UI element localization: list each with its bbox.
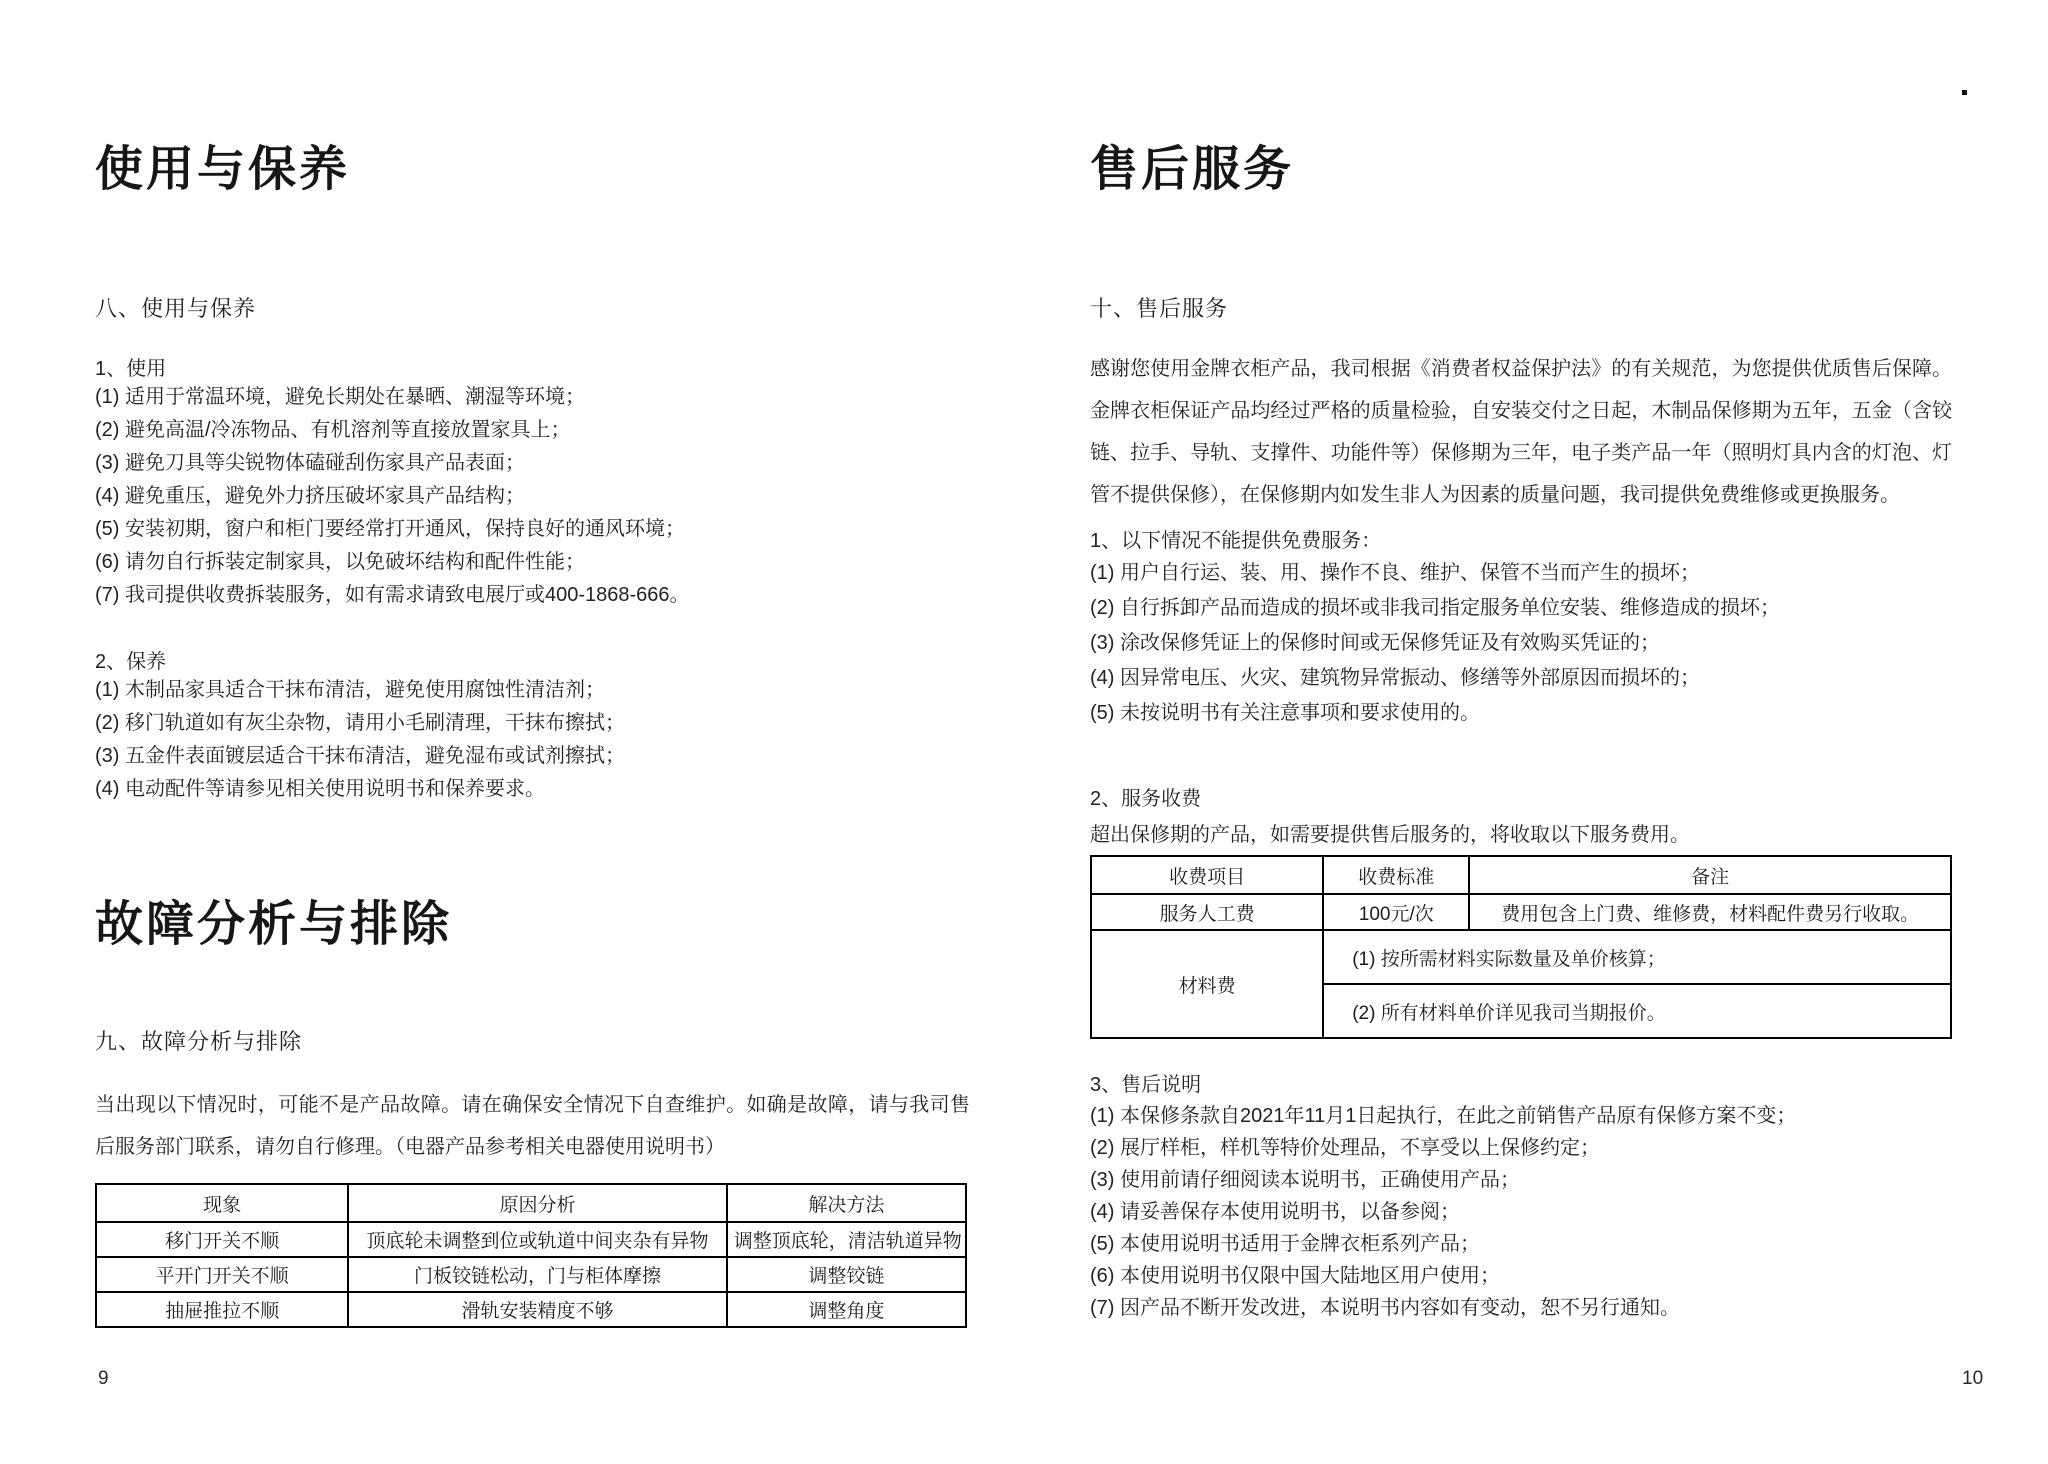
table-cell: 门板铰链松动，门与柜体摩擦 xyxy=(348,1257,726,1292)
table-header-cell: 收费标准 xyxy=(1323,856,1469,894)
table-row xyxy=(96,1222,966,1257)
fault-intro-paragraph: 当出现以下情况时，可能不是产品故障。请在确保安全情况下自查维护。如确是故障，请与我司售后服务部门联系，请勿自行修理。（电器产品参考相关电器使用说明书） xyxy=(95,1094,970,1158)
table-cell: (1) 按所需材料实际数量及单价核算； xyxy=(1323,930,1951,984)
free-service-items xyxy=(1090,556,1780,731)
table-cell: 平开门开关不顺 xyxy=(96,1257,348,1292)
list-item: (6) 请勿自行拆装定制家具，以免破坏结构和配件性能； xyxy=(95,551,585,573)
scan-artifact-dot xyxy=(1962,90,1967,95)
list-item: (1) 本保修条款自2021年11月1日起执行，在此之前销售产品原有保修方案不变； xyxy=(1090,1105,1797,1127)
service-intro-paragraph: 感谢您使用金牌衣柜产品，我司根据《消费者权益保护法》的有关规范，为您提供优质售后保障。金牌衣柜保证产品均经过严格的质量检验，自安装交付之日起，木制品保修期为五年，五金（含铰链、拉手、导轨、支撑件、功能件等）保修期为三年，电子类产品一年（照明灯具内含的灯泡、灯管不提供保修），在保修期内如发生非人为因素的质量问题，我司提供免费维修或更换服务。 xyxy=(1090,358,1952,506)
table-cell: 服务人工费 xyxy=(1091,894,1323,930)
table-header-row xyxy=(1091,856,1951,894)
section-10-heading: 十、售后服务 xyxy=(1090,296,1229,321)
list-item: (2) 移门轨道如有灰尘杂物，请用小毛刷清理，干抹布擦拭； xyxy=(95,712,625,734)
table-row xyxy=(1091,894,1951,930)
list-item: (2) 避免高温/冷冻物品、有机溶剂等直接放置家具上； xyxy=(95,419,571,441)
list-item: (3) 五金件表面镀层适合干抹布清洁，避免湿布或试剂擦拭； xyxy=(95,745,625,767)
section-9-heading: 九、故障分析与排除 xyxy=(95,1029,303,1054)
list-item: (5) 未按说明书有关注意事项和要求使用的。 xyxy=(1090,702,1480,724)
table-cell: 调整角度 xyxy=(727,1292,966,1327)
table-cell: (2) 所有材料单价详见我司当期报价。 xyxy=(1323,984,1951,1038)
fee-paragraph: 超出保修期的产品，如需要提供售后服务的，将收取以下服务费用。 xyxy=(1090,824,1690,846)
fee-heading: 2、服务收费 xyxy=(1090,788,1202,810)
table-header-cell: 解决方法 xyxy=(727,1184,966,1222)
notes-heading: 3、售后说明 xyxy=(1090,1074,1202,1096)
right-title-service: 售后服务 xyxy=(1090,143,1295,196)
section-8-heading: 八、使用与保养 xyxy=(95,296,257,321)
table-cell: 滑轨安装精度不够 xyxy=(348,1292,726,1327)
table-row xyxy=(96,1292,966,1327)
list-item: (1) 木制品家具适合干抹布清洁，避免使用腐蚀性清洁剂； xyxy=(95,679,605,701)
list-item: (5) 本使用说明书适用于金牌衣柜系列产品； xyxy=(1090,1233,1480,1255)
page-number-left: 9 xyxy=(98,1368,109,1389)
page-number-right: 10 xyxy=(1962,1368,1984,1389)
list-item: (4) 因异常电压、火灾、建筑物异常振动、修缮等外部原因而损坏的； xyxy=(1090,667,1700,689)
list-item: (4) 请妥善保存本使用说明书，以备参阅； xyxy=(1090,1201,1460,1223)
list-item: (2) 展厅样柜，样机等特价处理品，不享受以上保修约定； xyxy=(1090,1137,1600,1159)
care-heading: 2、保养 xyxy=(95,651,167,673)
list-item: (3) 涂改保修凭证上的保修时间或无保修凭证及有效购买凭证的； xyxy=(1090,632,1660,654)
table-header-cell: 原因分析 xyxy=(348,1184,726,1222)
list-item: (6) 本使用说明书仅限中国大陆地区用户使用； xyxy=(1090,1265,1500,1287)
table-cell: 材料费 xyxy=(1091,930,1323,1038)
table-cell: 调整铰链 xyxy=(727,1257,966,1292)
free-service-heading: 1、以下情况不能提供免费服务： xyxy=(1090,530,1382,552)
table-cell: 顶底轮未调整到位或轨道中间夹杂有异物 xyxy=(348,1222,726,1257)
list-item: (3) 避免刀具等尖锐物体磕碰刮伤家具产品表面； xyxy=(95,452,525,474)
list-item: (4) 电动配件等请参见相关使用说明书和保养要求。 xyxy=(95,778,545,800)
table-header-cell: 备注 xyxy=(1469,856,1951,894)
table-cell: 费用包含上门费、维修费，材料配件费另行收取。 xyxy=(1469,894,1951,930)
use-items xyxy=(95,381,690,612)
left-title-use-care: 使用与保养 xyxy=(95,143,351,196)
care-items xyxy=(95,674,625,806)
fault-table xyxy=(95,1183,967,1328)
use-heading: 1、使用 xyxy=(95,358,167,380)
table-header-cell: 现象 xyxy=(96,1184,348,1222)
list-item: (3) 使用前请仔细阅读本说明书，正确使用产品； xyxy=(1090,1169,1520,1191)
table-row xyxy=(96,1257,966,1292)
list-item: (7) 因产品不断开发改进，本说明书内容如有变动，恕不另行通知。 xyxy=(1090,1297,1680,1319)
table-cell: 调整顶底轮，清洁轨道异物 xyxy=(727,1222,966,1257)
table-header-row xyxy=(96,1184,966,1222)
list-item: (1) 适用于常温环境，避免长期处在暴晒、潮湿等环境； xyxy=(95,386,585,408)
table-header-cell: 收费项目 xyxy=(1091,856,1323,894)
list-item: (4) 避免重压，避免外力挤压破坏家具产品结构； xyxy=(95,485,525,507)
left-title-fault: 故障分析与排除 xyxy=(95,898,453,951)
table-cell: 100元/次 xyxy=(1323,894,1469,930)
fee-table xyxy=(1090,855,1952,1039)
list-item: (2) 自行拆卸产品而造成的损坏或非我司指定服务单位安装、维修造成的损坏； xyxy=(1090,597,1780,619)
list-item: (1) 用户自行运、装、用、操作不良、维护、保管不当而产生的损坏； xyxy=(1090,562,1700,584)
table-row xyxy=(1091,930,1951,984)
notes-items xyxy=(1090,1100,1796,1324)
list-item: (5) 安装初期，窗户和柜门要经常打开通风，保持良好的通风环境； xyxy=(95,518,685,540)
list-item: (7) 我司提供收费拆装服务，如有需求请致电展厅或400-1868-666。 xyxy=(95,584,690,606)
table-cell: 抽屉推拉不顺 xyxy=(96,1292,348,1327)
table-cell: 移门开关不顺 xyxy=(96,1222,348,1257)
